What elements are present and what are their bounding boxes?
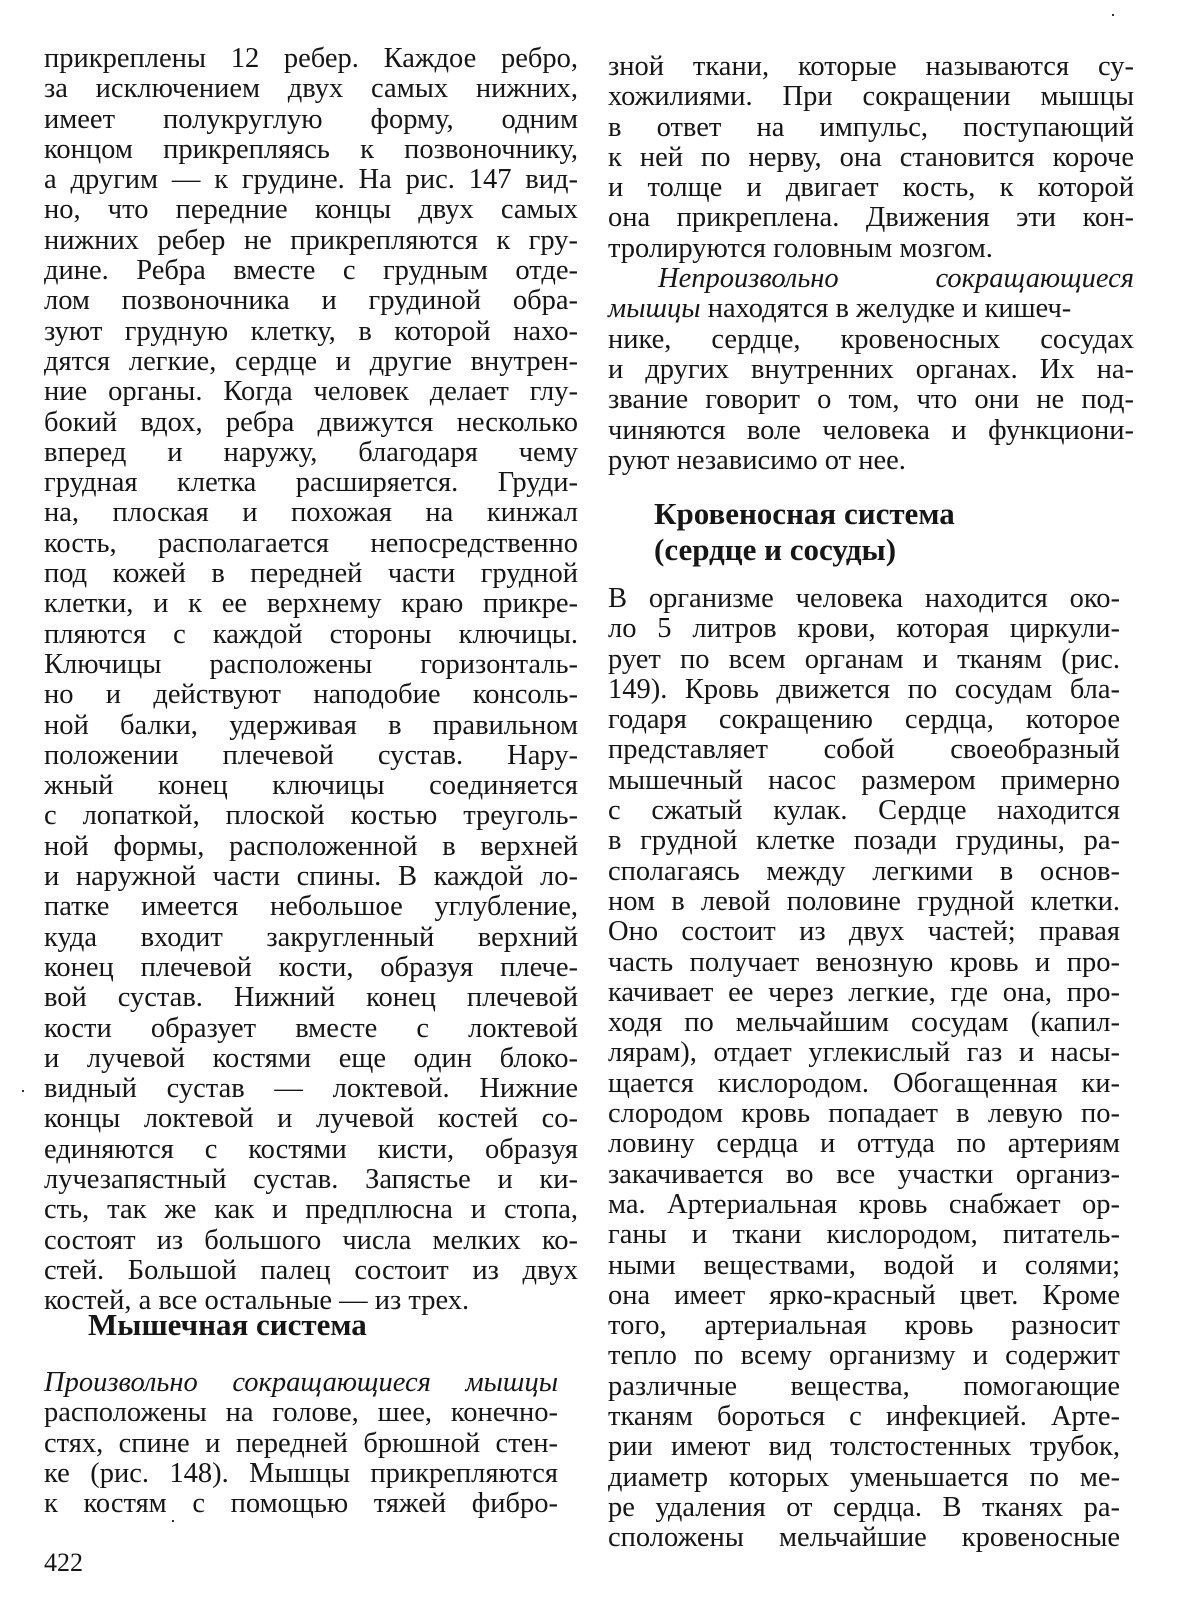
paragraph-line: руют независимо от нее. xyxy=(608,444,906,476)
circulatory-system-paragraph xyxy=(608,584,1120,1554)
scan-speck xyxy=(172,1520,174,1522)
paragraph-line: щается кислородом. Обогащенная ки- xyxy=(608,1067,1120,1099)
paragraph-line: различные вещества, помогающие xyxy=(608,1370,1120,1402)
paragraph-line xyxy=(608,294,1134,324)
paragraph-line: и толще и двигает кость, к которой xyxy=(608,172,1134,204)
paragraph-line: ном в левой половине грудной клетки. xyxy=(608,885,1120,917)
section-heading-circulatory-system xyxy=(654,497,955,569)
paragraph-line: за исключением двух самых нижних, xyxy=(44,73,578,105)
paragraph-line: в грудной клетке позади грудины, ра- xyxy=(608,825,1120,857)
italic-term: Непроизвольно сокращающиеся xyxy=(658,263,1134,295)
paragraph-line: часть получает венозную кровь и про- xyxy=(608,946,1120,978)
paragraph-line: прикреплены 12 ребер. Каждое ребро, xyxy=(44,43,578,74)
paragraph-line: кость, располагается непосредственно xyxy=(44,527,578,559)
paragraph-line: куда входит закругленный верхний xyxy=(44,921,578,953)
paragraph-line: дятся легкие, сердце и другие внутрен- xyxy=(44,345,578,377)
paragraph-line: единяются с костями кисти, образуя xyxy=(44,1133,578,1165)
paragraph-line: ке (рис. 148). Мышцы прикрепляются xyxy=(44,1457,558,1489)
paragraph-line: грудная клетка расширяется. Груди- xyxy=(44,467,578,499)
paragraph-line: ными веществами, водой и солями; xyxy=(608,1249,1120,1281)
paragraph-line: нике, сердце, кровеносных сосудах xyxy=(608,323,1134,355)
paragraph-line: конец плечевой кости, образуя плече- xyxy=(44,951,578,983)
paragraph-line: концом прикрепляясь к позвоночнику, xyxy=(44,133,578,165)
section-heading-muscular-system: Мышечная система xyxy=(88,1307,367,1342)
muscular-system-paragraph xyxy=(44,1368,558,1519)
paragraph-line: закачивается во все участки организ- xyxy=(608,1158,1120,1190)
paragraph-line: вой сустав. Нижний конец плечевой xyxy=(44,982,578,1014)
paragraph-line: тролируются головным мозгом. xyxy=(608,232,993,264)
paragraph-line: бокий вдох, ребра движутся несколько xyxy=(44,406,578,438)
paragraph-line: ходя по мельчайшим сосудам (капил- xyxy=(608,1007,1120,1039)
paragraph-line: зуют грудную клетку, в которой нахо- xyxy=(44,315,578,347)
paragraph-line: 149). Кровь движется по сосудам бла- xyxy=(608,673,1120,705)
paragraph-line: имеет полукруглую форму, одним xyxy=(44,103,578,135)
paragraph-line: ре удаления от сердца. В тканях ра- xyxy=(608,1491,1120,1523)
paragraph-line: ние органы. Когда человек делает глу- xyxy=(44,376,578,408)
paragraph-line: ловину сердца и оттуда по артериям xyxy=(608,1128,1120,1160)
paragraph-line: качивает ее через легкие, где она, про- xyxy=(608,976,1120,1008)
paragraph-line: на, плоская и похожая на кинжал xyxy=(44,497,578,529)
paragraph-line: и лучевой костями еще один блоко- xyxy=(44,1042,578,1074)
paragraph-line: стей. Большой палец состоит из двух xyxy=(44,1254,578,1286)
paragraph-line: лом позвоночника и грудиной обра- xyxy=(44,285,578,317)
paragraph-line: она имеет ярко-красный цвет. Кроме xyxy=(608,1279,1120,1311)
paragraph-line: в ответ на импульс, поступающий xyxy=(608,111,1134,143)
paragraph-line: ной формы, расположенной в верхней xyxy=(44,830,578,862)
paragraph-line: хожилиями. При сокращении мышцы xyxy=(608,81,1134,113)
paragraph-line: ганы и ткани кислородом, питатель- xyxy=(608,1219,1120,1251)
paragraph-line: Ключицы расположены горизонталь- xyxy=(44,648,578,680)
heading-line: (сердце и сосуды) xyxy=(654,532,897,567)
paragraph-text: находятся в желудке и кишеч- xyxy=(707,293,1072,325)
paragraph-line: представляет собой своеобразный xyxy=(608,734,1120,766)
right-column-text xyxy=(608,52,1134,476)
paragraph-line: годаря сокращению сердца, которое xyxy=(608,704,1120,736)
paragraph-line: сполагаясь между легкими в основ- xyxy=(608,855,1120,887)
paragraph-line: ма. Артериальная кровь снабжает ор- xyxy=(608,1188,1120,1220)
paragraph-line: ло 5 литров крови, которая циркули- xyxy=(608,613,1120,645)
paragraph-line: сть, так же как и предплюсна и стопа, xyxy=(44,1194,578,1226)
paragraph-line: пляются с каждой стороны ключицы. xyxy=(44,618,578,650)
paragraph-line: сположены мельчайшие кровеносные xyxy=(608,1522,1120,1554)
paragraph-line: чиняются воле человека и функциони- xyxy=(608,414,1134,446)
paragraph-line: жный конец ключицы соединяется xyxy=(44,770,578,802)
italic-term: мышцы xyxy=(608,293,701,325)
paragraph-line: звание говорит о том, что они не под- xyxy=(608,384,1134,416)
paragraph-line: расположены на голове, шее, конечно- xyxy=(44,1397,558,1429)
page-number: 422 xyxy=(44,1548,83,1577)
paragraph-line: патке имеется небольшое углубление, xyxy=(44,891,578,923)
paragraph-line: Оно состоит из двух частей; правая xyxy=(608,916,1120,948)
paragraph-line: состоят из большого числа мелких ко- xyxy=(44,1224,578,1256)
scan-speck xyxy=(22,1090,24,1092)
paragraph-line: вперед и наружу, благодаря чему xyxy=(44,436,578,468)
paragraph-line: мышечный насос размером примерно xyxy=(608,764,1120,796)
paragraph-line: и других внутренних органах. Их на- xyxy=(608,353,1134,385)
paragraph-line: слородом кровь попадает в левую по- xyxy=(608,1098,1120,1130)
paragraph-line: дине. Ребра вместе с грудным отде- xyxy=(44,255,578,287)
heading-line: Кровеносная система xyxy=(654,496,955,531)
paragraph-line: зной ткани, которые называются су- xyxy=(608,51,1134,82)
paragraph-line: рии имеют вид толстостенных трубок, xyxy=(608,1431,1120,1463)
paragraph-line: диаметр которых уменьшается по ме- xyxy=(608,1461,1120,1493)
paragraph-line: лярам), отдает углекислый газ и насы- xyxy=(608,1037,1120,1069)
paragraph-line: к ней по нерву, она становится короче xyxy=(608,141,1134,173)
paragraph-line: а другим — к грудине. На рис. 147 вид- xyxy=(44,164,578,196)
paragraph-line: под кожей в передней части грудной xyxy=(44,558,578,590)
paragraph-line: клетки, и к ее верхнему краю прикре- xyxy=(44,588,578,620)
paragraph-line: тепло по всему организму и содержит xyxy=(608,1340,1120,1372)
paragraph-line: В организме человека находится око- xyxy=(608,583,1120,614)
paragraph-line: тканям бороться с инфекцией. Арте- xyxy=(608,1401,1120,1433)
paragraph-line: стях, спине и передней брюшной стен- xyxy=(44,1427,558,1459)
paragraph-line: видный сустав — локтевой. Нижние xyxy=(44,1073,578,1105)
paragraph-line: концы локтевой и лучевой костей со- xyxy=(44,1103,578,1135)
paragraph-line: Произвольно сокращающиеся мышцы xyxy=(44,1367,558,1398)
paragraph-line: нижних ребер не прикрепляются к гру- xyxy=(44,224,578,256)
scan-speck xyxy=(1112,14,1114,16)
paragraph-line: того, артериальная кровь разносит xyxy=(608,1310,1120,1342)
paragraph-line: лучезапястный сустав. Запястье и ки- xyxy=(44,1163,578,1195)
paragraph-line: она прикреплена. Движения эти кон- xyxy=(608,202,1134,234)
paragraph-line: с сжатый кулак. Сердце находится xyxy=(608,795,1120,827)
paragraph-line: с лопаткой, плоской костью треуголь- xyxy=(44,800,578,832)
paragraph-line: костей, а все остальные — из трех. xyxy=(44,1285,470,1317)
paragraph-line: рует по всем органам и тканям (рис. xyxy=(608,643,1120,675)
paragraph-line xyxy=(608,264,1134,294)
paragraph-line: но и действуют наподобие консоль- xyxy=(44,679,578,711)
left-column-text xyxy=(44,44,578,1316)
paragraph-line: к костям с помощью тяжей фибро- xyxy=(44,1488,558,1520)
paragraph-line: и наружной части спины. В каждой ло- xyxy=(44,861,578,893)
paragraph-line: ной балки, удерживая в правильном xyxy=(44,709,578,741)
paragraph-line: но, что передние концы двух самых xyxy=(44,194,578,226)
paragraph-line: кости образует вместе с локтевой xyxy=(44,1012,578,1044)
paragraph-line: положении плечевой сустав. Нару- xyxy=(44,739,578,771)
